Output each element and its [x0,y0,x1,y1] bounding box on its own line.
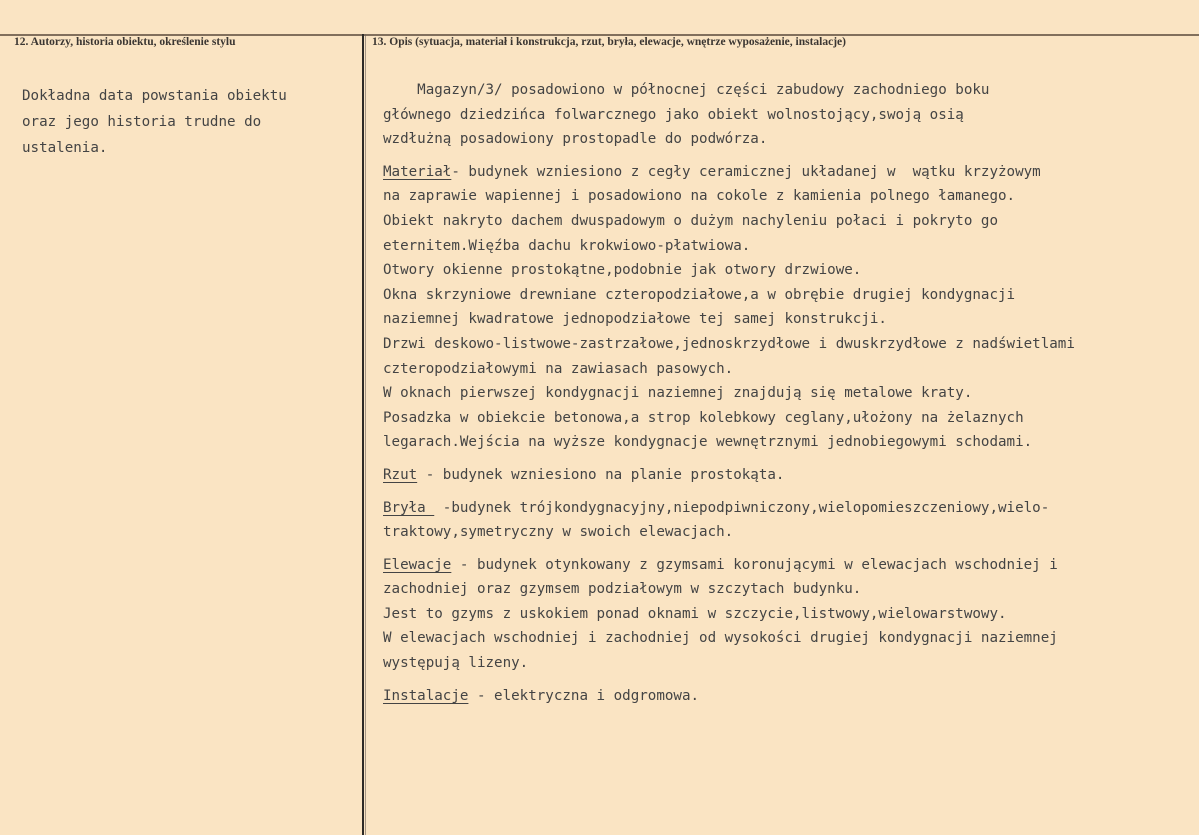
material-line: W oknach pierwszej kondygnacji naziemnej znajdują się metalowe kraty. [383,385,973,402]
elewacje-line: Jest to gzyms z uskokiem ponad oknami w szczycie,listwowy,wielowarstwowy. [383,605,1007,622]
instalacje-line [383,684,1193,709]
material-line: Drzwi deskowo-listwowe-zastrzałowe,jednoskrzydłowe i dwuskrzydłowe z nadświetlami [383,335,1075,352]
instalacje-paragraph [383,684,1193,709]
rzut-text: - budynek wzniesiono na planie prostokąta. [417,466,785,483]
rzut-term: Rzut [383,466,418,483]
rzut-paragraph [383,463,1193,488]
instalacje-term: Instalacje [383,687,469,704]
material-line: eternitem.Więźba dachu krokwiowo-płatwiowa. [383,237,751,254]
description-text [383,78,1193,716]
bryla-first-line [383,496,1193,521]
intro-line: wzdłużną posadowiony prostopadle do podwórza. [383,131,768,148]
material-first-line [383,160,1193,185]
intro-line: Magazyn/3/ posadowiono w północnej części zabudowy zachodniego boku [383,82,990,98]
material-term: Materiał [383,163,452,180]
material-line: naziemnej kwadratowe jednopodziałowe tej samej konstrukcji. [383,311,887,328]
history-text [22,83,352,161]
elewacje-line: zachodniej oraz gzymsem podziałowym w szczytach budynku. [383,581,862,598]
material-line: Okna skrzyniowe drewniane czteropodziałowe,a w obrębie drugiej kondygnacji [383,286,1016,303]
intro-paragraph [383,78,1193,152]
material-line: legarach.Wejścia na wyższe kondygnacje wewnętrznymi jednobiegowymi schodami. [383,434,1033,451]
column-divider-shadow [365,34,366,835]
bryla-text: -budynek trójkondygnacyjny,niepodpiwniczony,wielopomieszczeniowy,wielo- [434,499,1050,516]
intro-line: głównego dziedzińca folwarcznego jako obiekt wolnostojący,swoją osią [383,106,964,123]
bryla-term: Bryła [383,499,435,516]
bryla-line: traktowy,symetryczny w swoich elewacjach. [383,524,734,541]
elewacje-text: - budynek otynkowany z gzymsami koronującymi w elewacjach wschodniej i [451,556,1058,573]
section-13-header: 13. Opis (sytuacja, materiał i konstrukcja, rzut, bryła, elewacje, wnętrze wyposażenie, instalacje) [372,36,846,48]
bryla-paragraph [383,496,1193,545]
column-divider [362,34,364,835]
instalacje-text: - elektryczna i odgromowa. [468,687,700,704]
rzut-line [383,463,1193,488]
material-line: Obiekt nakryto dachem dwuspadowym o dużym nachyleniu połaci i pokryto go [383,212,998,229]
material-line: Otwory okienne prostokątne,podobnie jak otwory drzwiowe. [383,262,862,279]
elewacje-term: Elewacje [383,556,452,573]
section-12-header: 12. Autorzy, historia obiektu, określenie stylu [14,36,236,48]
elewacje-line: występują lizeny. [383,655,529,672]
history-line: oraz jego historia trudne do [22,114,262,130]
material-line: czteropodziałowymi na zawiasach pasowych. [383,360,734,377]
material-line: Posadzka w obiekcie betonowa,a strop kolebkowy ceglany,ułożony na żelaznych [383,409,1024,426]
history-line: Dokładna data powstania obiektu [22,88,287,104]
material-paragraph [383,160,1193,455]
elewacje-line: W elewacjach wschodniej i zachodniej od wysokości drugiej kondygnacji naziemnej [383,630,1058,647]
material-line: na zaprawie wapiennej i posadowiono na cokole z kamienia polnego łamanego. [383,188,1016,205]
elewacje-first-line [383,553,1193,578]
material-text: - budynek wzniesiono z cegły ceramicznej układanej w wątku krzyżowym [451,163,1041,180]
elewacje-paragraph [383,553,1193,676]
history-line: ustalenia. [22,140,108,156]
